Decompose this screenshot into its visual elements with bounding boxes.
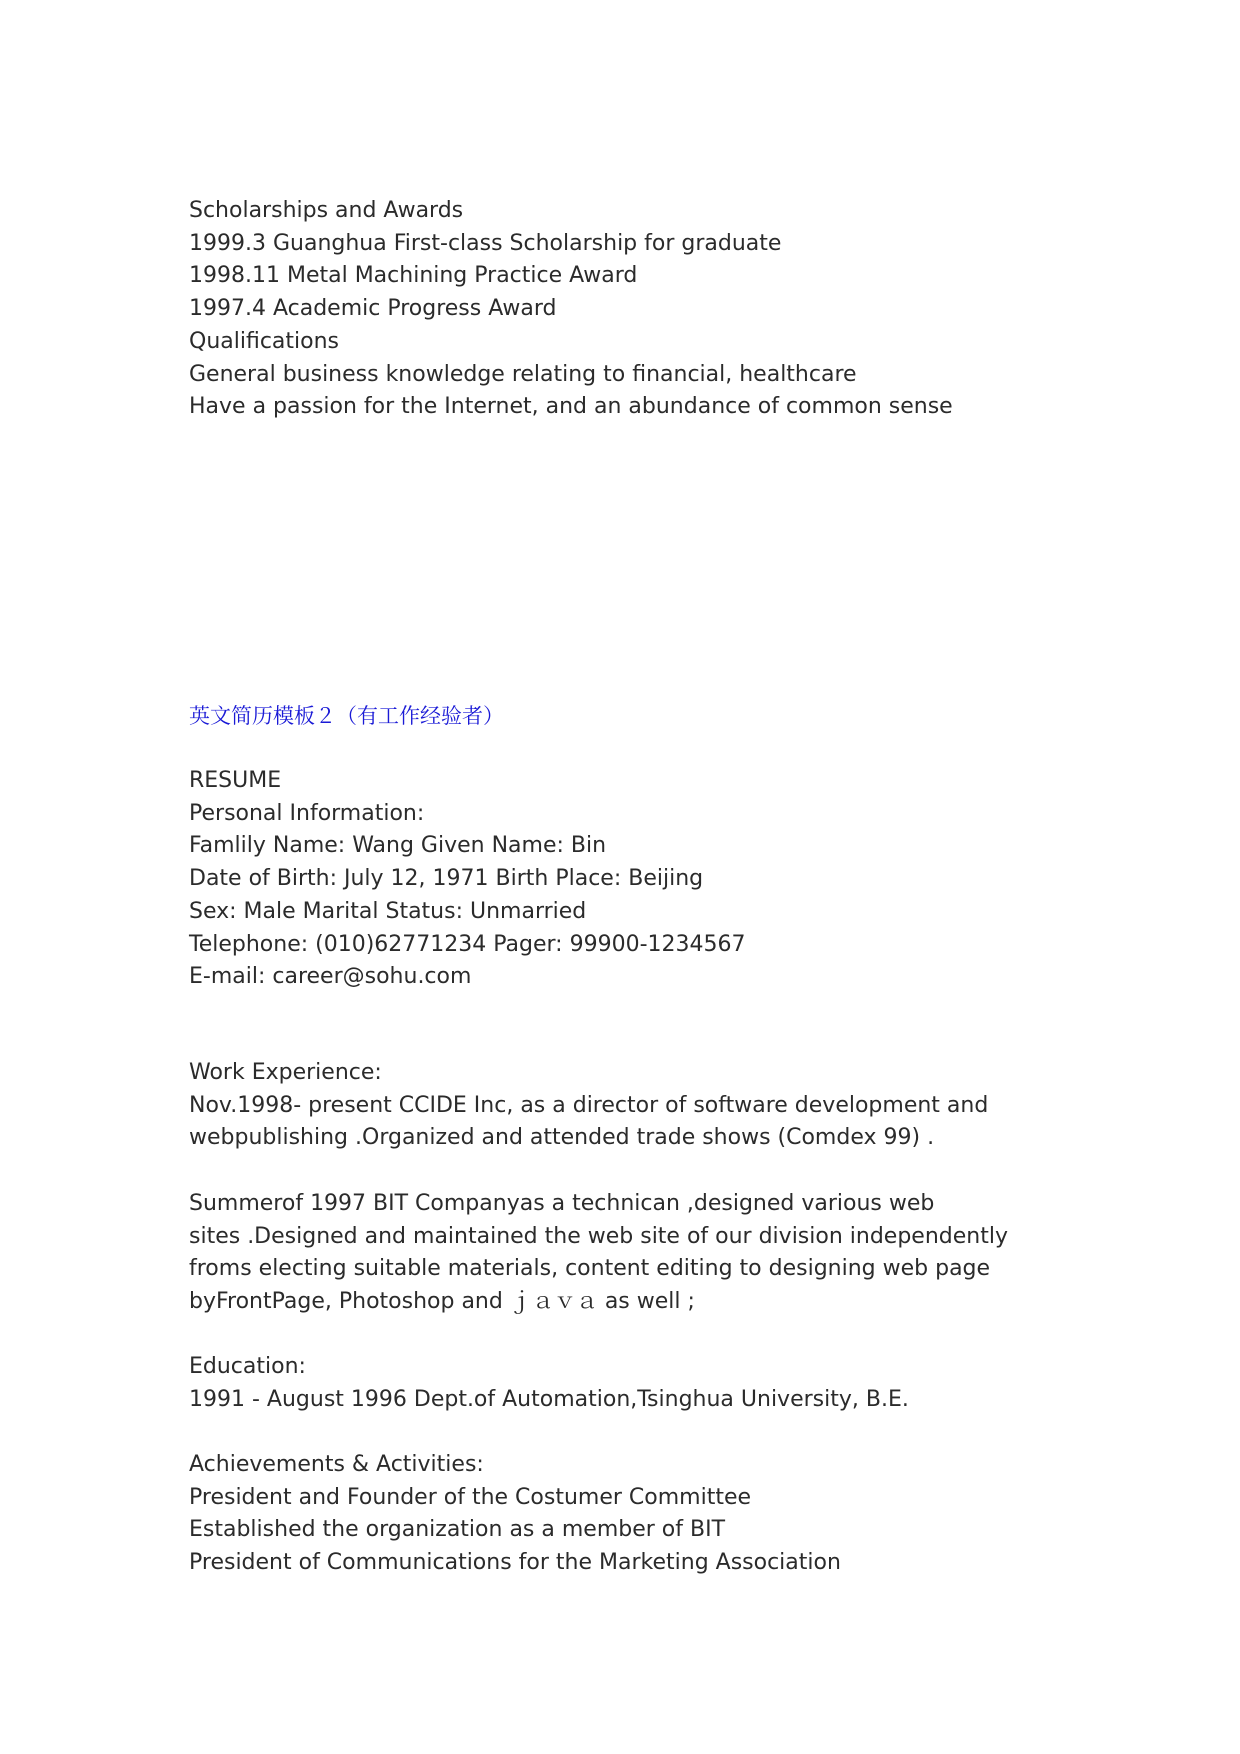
achievement-line: Established the organization as a member of BIT xyxy=(189,1517,726,1543)
award-item: 1997.4 Academic Progress Award xyxy=(189,296,557,322)
work-heading: Work Experience: xyxy=(189,1060,382,1085)
template-title-link[interactable]: 英文简历模板２（有工作经验者） xyxy=(189,704,504,728)
template-link-block xyxy=(189,700,1069,732)
work-entry-line: froms electing suitable materials, content editing to designing web page xyxy=(189,1256,991,1282)
qualification-item: Have a passion for the Internet, and an abundance of common sense xyxy=(189,394,953,420)
achievement-line: President of Communications for the Marketing Association xyxy=(189,1550,841,1576)
achievement-line: President and Founder of the Costumer Committee xyxy=(189,1484,752,1510)
work-entry-line: Summerof 1997 BIT Companyas a technican ,designed various web xyxy=(189,1191,935,1216)
work-entry-line: Nov.1998- present CCIDE Inc, as a director of software development and xyxy=(189,1092,989,1118)
personal-heading: Personal Information: xyxy=(189,800,425,826)
qualification-item: General business knowledge relating to financial, healthcare xyxy=(189,361,857,387)
personal-information-section xyxy=(189,765,1069,994)
award-item: 1998.11 Metal Machining Practice Award xyxy=(189,263,638,289)
work-experience-entry-2 xyxy=(189,1188,1069,1319)
work-entry-line: sites .Designed and maintained the web site of our division independently xyxy=(189,1223,1008,1249)
achievements-section xyxy=(189,1449,1069,1580)
award-item: 1999.3 Guanghua First-class Scholarship for graduate xyxy=(189,230,782,256)
education-heading: Education: xyxy=(189,1354,306,1379)
work-experience-section xyxy=(189,1057,1069,1155)
personal-line-birth: Date of Birth: July 12, 1971 Birth Place: Beijing xyxy=(189,866,704,892)
qualifications-heading: Qualifications xyxy=(189,328,340,354)
education-line: 1991 - August 1996 Dept.of Automation,Tsinghua University, B.E. xyxy=(189,1386,909,1412)
awards-heading: Scholarships and Awards xyxy=(189,198,464,223)
personal-line-sex: Sex: Male Marital Status: Unmarried xyxy=(189,898,587,924)
achievements-heading: Achievements & Activities: xyxy=(189,1452,484,1477)
awards-qualifications-section xyxy=(189,195,1069,424)
education-section xyxy=(189,1351,1069,1416)
personal-line-telephone: Telephone: (010)62771234 Pager: 99900-1234567 xyxy=(189,931,746,957)
resume-title: RESUME xyxy=(189,768,282,793)
work-entry-line: webpublishing .Organized and attended trade shows (Comdex 99) . xyxy=(189,1125,935,1151)
work-entry-line: byFrontPage, Photoshop and ｊａｖａ as well ; xyxy=(189,1289,695,1315)
personal-line-email: E-mail: career@sohu.com xyxy=(189,964,472,990)
personal-line-name: Famlily Name: Wang Given Name: Bin xyxy=(189,833,607,859)
